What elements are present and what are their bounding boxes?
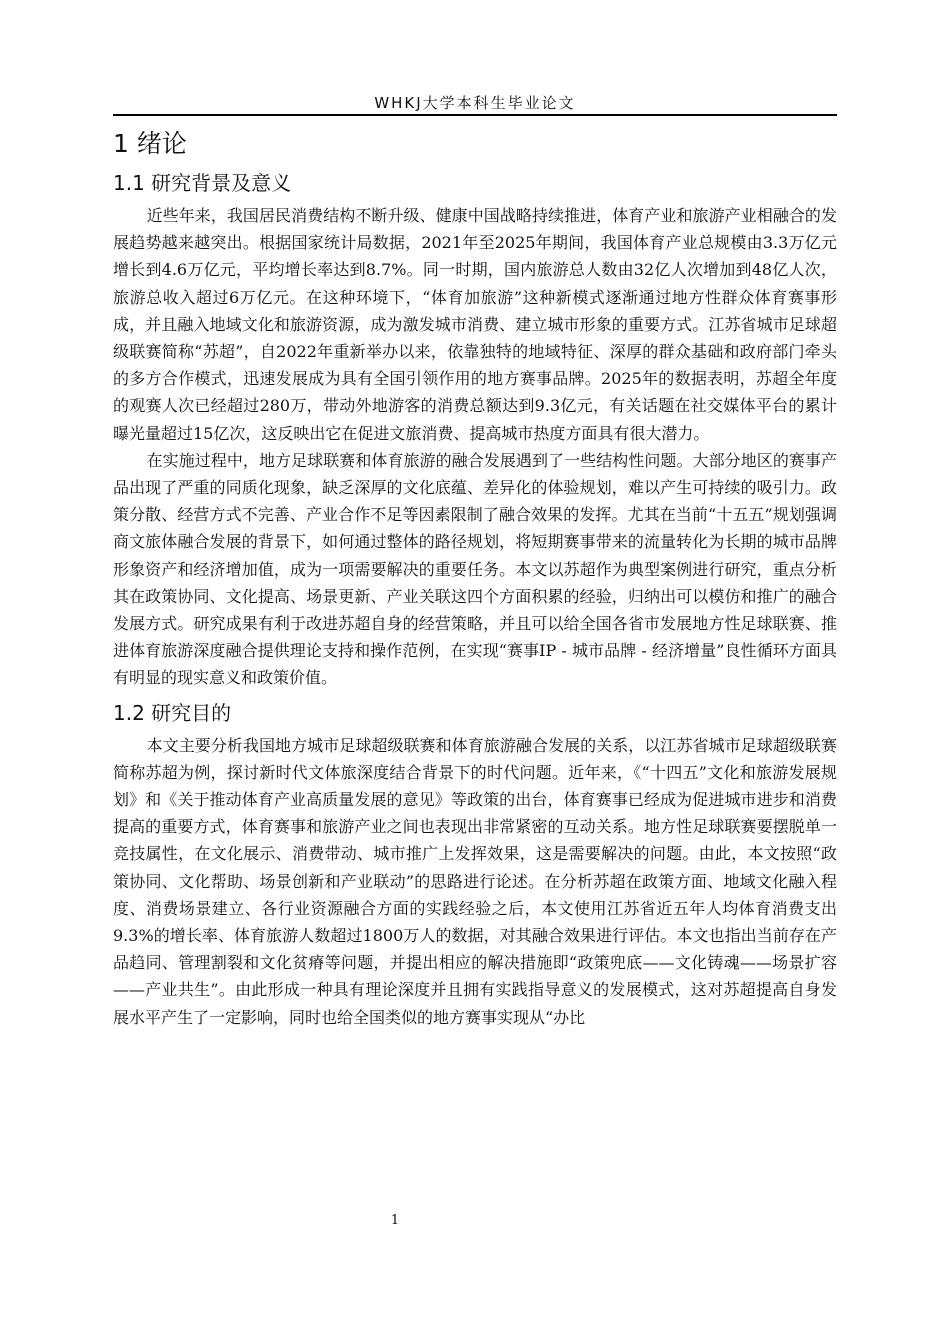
page-body bbox=[113, 122, 837, 1031]
body-paragraph: 本文主要分析我国地方城市足球超级联赛和体育旅游融合发展的关系，以江苏省城市足球超级联赛简称苏超为例，探讨新时代文体旅深度结合背景下的时代问题。近年来，《“十四五”文化和旅游发展规划》和《关于推动体育产业高质量发展的意见》等政策的出台，体育赛事已经成为促进城市进步和消费提高的重要方式，体育赛事和旅游产业之间也表现出非常紧密的互动关系。地方性足球联赛要摆脱单一竞技属性，在文化展示、消费带动、城市推广上发挥效果，这是需要解决的问题。由此，本文按照“政策协同、文化帮助、场景创新和产业联动”的思路进行论述。在分析苏超在政策方面、地域文化融入程度、消费场景建立、各行业资源融合方面的实践经验之后，本文使用江苏省近五年人均体育消费支出9.3%的增长率、体育旅游人数超过1800万人的数据，对其融合效果进行评估。本文也指出当前存在产品趋同、管理割裂和文化贫瘠等问题，并提出相应的解决措施即“政策兜底——文化铸魂——场景扩容——产业共生”。由此形成一种具有理论深度并且拥有实践指导意义的发展模式，这对苏超提高自身发展水平产生了一定影响，同时也给全国类似的地方赛事实现从“办比 bbox=[113, 735, 837, 1027]
header-rule bbox=[113, 114, 837, 116]
section-title: 1.1 研究背景及意义 bbox=[113, 171, 292, 195]
chapter-title: 1 绪论 bbox=[113, 129, 187, 158]
body-paragraph: 在实施过程中，地方足球联赛和体育旅游的融合发展遇到了一些结构性问题。大部分地区的赛事产品出现了严重的同质化现象，缺乏深厚的文化底蕴、差异化的体验规划，难以产生可持续的吸引力。政策分散、经营方式不完善、产业合作不足等因素限制了融合效果的发挥。尤其在当前“十五五”规划强调商文旅体融合发展的背景下，如何通过整体的路径规划，将短期赛事带来的流量转化为长期的城市品牌形象资产和经济增加值，成为一项需要解决的重要任务。本文以苏超作为典型案例进行研究，重点分析其在政策协同、文化提高、场景更新、产业关联这四个方面积累的经验，归纳出可以模仿和推广的融合发展方式。研究成果有利于改进苏超自身的经营策略，并且可以给全国各省市发展地方性足球联赛、推进体育旅游深度融合提供理论支持和操作范例，在实现“赛事IP - 城市品牌 - 经济增量”良性循环方面具有明显的现实意义和政策价值。 bbox=[113, 450, 837, 688]
page-number: 1 bbox=[390, 1213, 400, 1228]
running-header: WHKJ大学本科生毕业论文 bbox=[374, 94, 576, 112]
section-title: 1.2 研究目的 bbox=[113, 700, 232, 725]
body-paragraph: 近些年来，我国居民消费结构不断升级、健康中国战略持续推进，体育产业和旅游产业相融合的发展趋势越来越突出。根据国家统计局数据，2021年至2025年期间，我国体育产业总规模由3.3万亿元增长到4.6万亿元，平均增长率达到8.7%。同一时期，国内旅游总人数由32亿人次增加到48亿人次，旅游总收入超过6万亿元。在这种环境下，“体育加旅游”这种新模式逐渐通过地方性群众体育赛事形成，并且融入地域文化和旅游资源，成为激发城市消费、建立城市形象的重要方式。江苏省城市足球超级联赛简称“苏超”，自2022年重新举办以来，依靠独特的地域特征、深厚的群众基础和政府部门牵头的多方合作模式，迅速发展成为具有全国引领作用的地方赛事品牌。2025年的数据表明，苏超全年度的观赛人次已经超过280万，带动外地游客的消费总额达到9.3亿元，有关话题在社交媒体平台的累计曝光量超过15亿次，这反映出它在促进文旅消费、提高城市热度方面具有很大潜力。 bbox=[113, 206, 837, 443]
